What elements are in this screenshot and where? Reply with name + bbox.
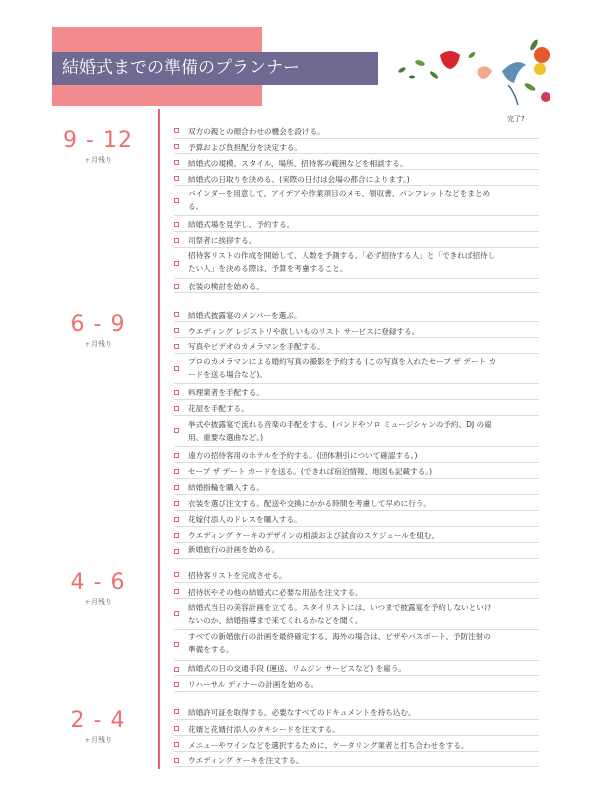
- task-text: 双方の親との顔合わせの機会を設ける。: [188, 127, 325, 136]
- task-checkbox[interactable]: [174, 549, 179, 554]
- task-text: 招待客リストの作成を開始して、人数を予測する。「必ず招待する人」と「できれば招待したい人」を決める際は、予算を考慮すること。: [188, 251, 496, 273]
- task-text: 結婚式当日の美容計画を立てる。スタイリストには、いつまで披露宴を予約しないといけないのか、結婚指導まで来てくれるかなどを聞く。: [188, 603, 492, 625]
- task-row: [174, 599, 539, 630]
- task-row: [174, 322, 539, 338]
- task-checkbox[interactable]: [174, 572, 179, 577]
- task-text: 写真やビデオのカメラマンを手配する。: [188, 342, 325, 351]
- task-row: [174, 479, 539, 495]
- months-remaining-label: ヶ月残り: [84, 340, 112, 348]
- task-checkbox[interactable]: [174, 485, 179, 490]
- task-row: [174, 566, 539, 583]
- section-label: [40, 708, 156, 745]
- section-label: [40, 570, 156, 607]
- months-range: 4 - 6: [70, 570, 126, 595]
- task-text: 結婚式の規模、スタイル、場所、招待客の範囲などを相談する。: [188, 159, 408, 168]
- task-checkbox[interactable]: [174, 176, 179, 181]
- task-row: [174, 154, 539, 170]
- task-row: [174, 216, 539, 232]
- task-checkbox[interactable]: [174, 642, 179, 647]
- task-text: ウエディング レジストリや欲しいものリスト サービスに登録する。: [188, 327, 420, 336]
- task-text: 遠方の招待客用のホテルを予約する。(団体割引について確認する。): [188, 451, 418, 460]
- task-text: すべての新婚旅行の計画を最終確定する。海外の場合は、ビザやパスポート、予防注射の準備をする。: [188, 632, 491, 654]
- task-checkbox[interactable]: [174, 517, 179, 522]
- page-title: 結婚式までの準備のプランナー: [52, 52, 378, 85]
- section-label: [40, 128, 156, 165]
- task-row: [174, 676, 539, 692]
- task-text: 結婚式披露宴のメンバーを選ぶ。: [188, 311, 302, 320]
- task-row: [174, 416, 539, 447]
- task-row: [174, 122, 539, 139]
- task-checkbox[interactable]: [174, 533, 179, 538]
- task-text: 花嫁付添人のドレスを購入する。: [188, 515, 302, 524]
- task-row: [174, 583, 539, 599]
- task-text: ウエディング ケーキのデザインの相談および試食のスケジュールを組む。: [188, 531, 440, 540]
- task-checkbox[interactable]: [174, 709, 179, 714]
- months-range: 2 - 4: [70, 708, 126, 733]
- task-row: [174, 232, 539, 248]
- task-checkbox[interactable]: [174, 344, 179, 349]
- task-text: バインダーを用意して、アイデアや作業項目のメモ、領収書、パンフレットなどをまとめる。: [188, 189, 491, 211]
- task-checkbox[interactable]: [174, 682, 179, 687]
- months-range: 9 - 12: [63, 128, 133, 153]
- task-text: メニューやワインなどを選択するために、ケータリング業者と打ち合わせをする。: [188, 741, 469, 750]
- task-text: 新婚旅行の計画を始める。: [188, 545, 280, 554]
- task-row: [174, 543, 539, 559]
- task-checkbox[interactable]: [174, 222, 179, 227]
- task-text: 予算および負担配分を決定する。: [188, 143, 302, 152]
- task-checkbox[interactable]: [174, 742, 179, 747]
- task-checkbox[interactable]: [174, 667, 179, 672]
- task-checkbox[interactable]: [174, 406, 179, 411]
- task-text: セーブ ザ デート カードを送る。(できれば宿泊情報、地図も記載する。): [188, 467, 433, 476]
- task-row: [174, 138, 539, 154]
- task-row: [174, 447, 539, 463]
- task-checkbox[interactable]: [174, 428, 179, 433]
- task-checkbox[interactable]: [174, 611, 179, 616]
- task-row: [174, 752, 539, 767]
- task-row: [174, 720, 539, 736]
- task-checkbox[interactable]: [174, 469, 179, 474]
- task-text: 結婚許可証を取得する。必要なすべてのドキュメントを持ち込む。: [188, 708, 416, 717]
- task-row: [174, 306, 539, 322]
- task-checkbox[interactable]: [174, 160, 179, 165]
- task-row: [174, 703, 539, 720]
- task-checkbox[interactable]: [174, 238, 179, 243]
- task-row: [174, 463, 539, 479]
- task-row: [174, 511, 539, 527]
- task-checkbox[interactable]: [174, 284, 179, 289]
- task-text: 招待状やその他の結婚式に必要な用品を注文する。: [188, 588, 363, 597]
- timeline-line: [158, 109, 160, 769]
- task-row: [174, 400, 539, 416]
- task-text: 結婚式の日の交通手段 (運送、リムジン サービスなど) を雇う。: [188, 664, 407, 673]
- task-row: [174, 384, 539, 400]
- task-text: 料理業者を手配する。: [188, 388, 264, 397]
- task-text: 司祭者に挨拶する。: [188, 236, 257, 245]
- task-checkbox[interactable]: [174, 453, 179, 458]
- task-text: 結婚式の日取りを決める。(実際の日付は会場の都合によります。): [188, 175, 410, 184]
- task-text: 花婿と花婿付添人のタキシードを注文する。: [188, 725, 340, 734]
- months-remaining-label: ヶ月残り: [84, 156, 112, 164]
- section-label: [40, 312, 156, 349]
- task-row: [174, 186, 539, 216]
- task-checkbox[interactable]: [174, 144, 179, 149]
- task-checkbox[interactable]: [174, 312, 179, 317]
- task-text: リハーサル ディナーの計画を始める。: [188, 680, 319, 689]
- task-row: [174, 354, 539, 384]
- task-row: [174, 278, 539, 293]
- months-remaining-label: ヶ月残り: [84, 598, 112, 606]
- task-row: [174, 338, 539, 354]
- task-row: [174, 249, 539, 279]
- task-row: [174, 630, 539, 661]
- flower-decoration: [390, 25, 550, 110]
- months-range: 6 - 9: [70, 312, 126, 337]
- task-checkbox[interactable]: [174, 589, 179, 594]
- task-text: 衣装の検討を始める。: [188, 282, 264, 291]
- task-row: [174, 661, 539, 676]
- task-checkbox[interactable]: [174, 726, 179, 731]
- task-row: [174, 736, 539, 752]
- task-text: 挙式や披露宴で流れる音楽の手配をする。(バンドやソロ ミュージシャンの予約、DJ の雇用、重要な選曲など。): [188, 420, 492, 442]
- task-text: ウエディング ケーキを注文する。: [188, 756, 304, 765]
- task-row: [174, 170, 539, 186]
- task-text: プロのカメラマンによる婚約写真の撮影を予約する (この写真を入れたセーブ ザ デート カードを送る場合など)。: [188, 357, 497, 379]
- task-row: [174, 495, 539, 511]
- task-checkbox[interactable]: [174, 198, 179, 203]
- task-checkbox[interactable]: [174, 366, 179, 371]
- task-checkbox[interactable]: [174, 261, 179, 266]
- task-text: 結婚指輪を購入する。: [188, 483, 264, 492]
- task-text: 衣装を選び注文する。配送や交換にかかる時間を考慮して早めに行う。: [188, 499, 431, 508]
- task-checkbox[interactable]: [174, 758, 179, 763]
- task-checkbox[interactable]: [174, 501, 179, 506]
- task-text: 招待客リストを完成させる。: [188, 571, 287, 580]
- months-remaining-label: ヶ月残り: [84, 736, 112, 744]
- task-checkbox[interactable]: [174, 390, 179, 395]
- task-checkbox[interactable]: [174, 128, 179, 133]
- task-text: 結婚式場を見学し、予約する。: [188, 220, 295, 229]
- task-row: [174, 527, 539, 543]
- task-checkbox[interactable]: [174, 328, 179, 333]
- done-column-header: 完了?: [507, 115, 525, 123]
- task-text: 花屋を手配する。: [188, 404, 249, 413]
